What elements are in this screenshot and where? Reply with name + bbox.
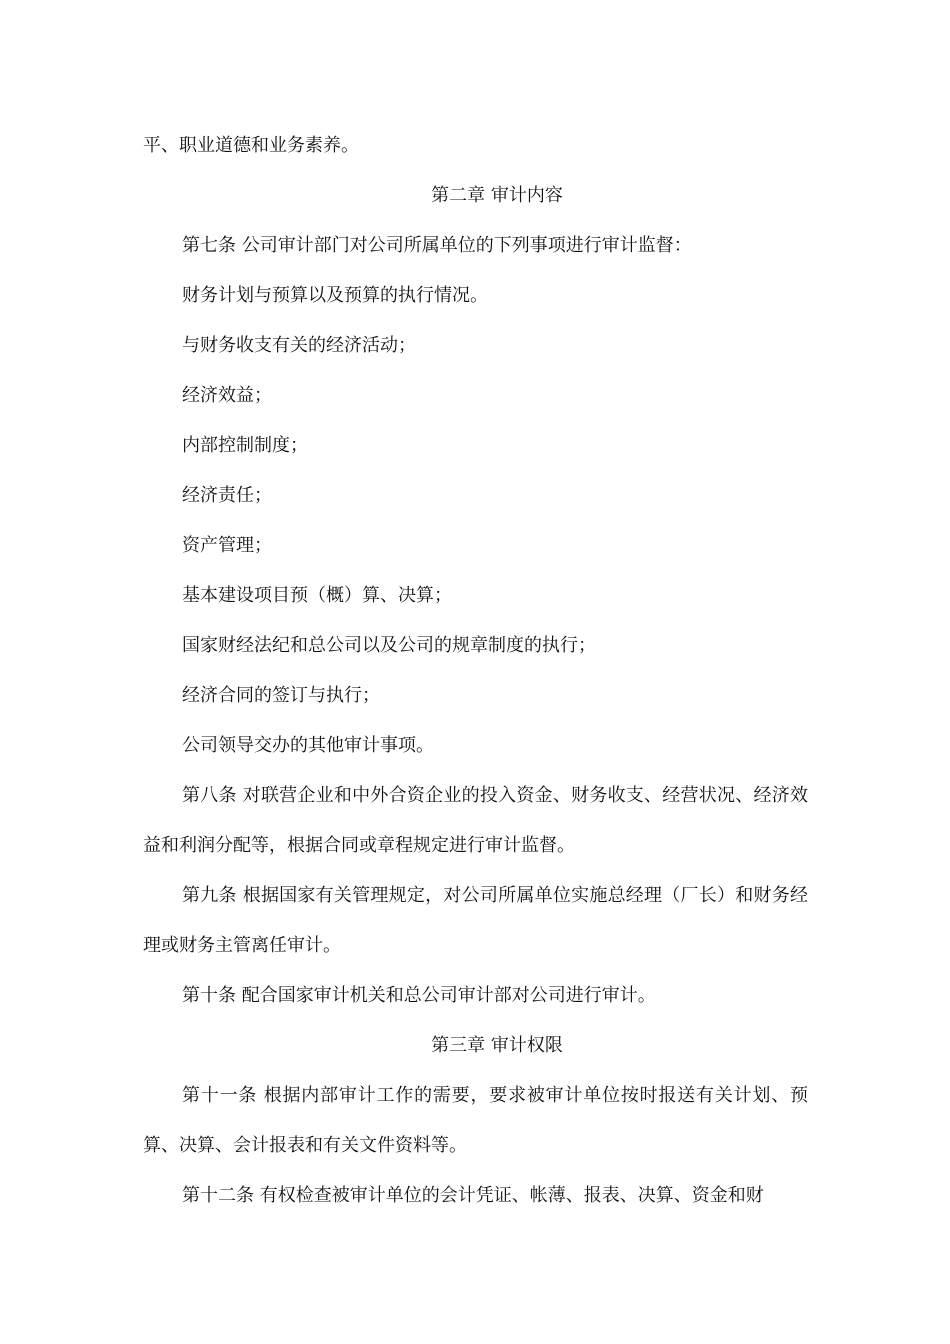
list-item: 资产管理； (182, 535, 272, 556)
list-item: 国家财经法纪和总公司以及公司的规章制度的执行； (182, 635, 596, 656)
article-paragraph: 第十二条 有权检查被审计单位的会计凭证、帐薄、报表、决算、资金和财 (182, 1185, 764, 1206)
list-item: 基本建设项目预（概）算、决算； (182, 585, 452, 606)
chapter-heading: 第三章 审计权限 (431, 1035, 563, 1056)
list-item: 经济责任； (182, 485, 272, 506)
list-item: 经济效益； (182, 385, 272, 406)
article-paragraph: 第九条 根据国家有关管理规定，对公司所属单位实施总经理（厂长）和财务经理或财务主管离任审计。 (143, 885, 808, 956)
article-paragraph: 第八条 对联营企业和中外合资企业的投入资金、财务收支、经营状况、经济效益和利润分配等，根据合同或章程规定进行审计监督。 (143, 785, 808, 856)
article-paragraph: 第十条 配合国家审计机关和总公司审计部对公司进行审计。 (182, 985, 656, 1006)
article-paragraph: 第十一条 根据内部审计工作的需要，要求被审计单位按时报送有关计划、预算、决算、会计报表和有关文件资料等。 (143, 1085, 808, 1156)
continuation-line: 平、职业道德和业务素养。 (143, 135, 359, 156)
chapter-heading: 第二章 审计内容 (431, 185, 563, 206)
list-item: 与财务收支有关的经济活动； (182, 335, 416, 356)
list-item: 经济合同的签订与执行； (182, 685, 380, 706)
list-item: 内部控制制度； (182, 435, 308, 456)
list-item: 财务计划与预算以及预算的执行情况。 (182, 285, 488, 306)
article-paragraph: 第七条 公司审计部门对公司所属单位的下列事项进行审计监督： (182, 235, 692, 256)
document-body (143, 121, 808, 1221)
list-item: 公司领导交办的其他审计事项。 (182, 735, 434, 756)
